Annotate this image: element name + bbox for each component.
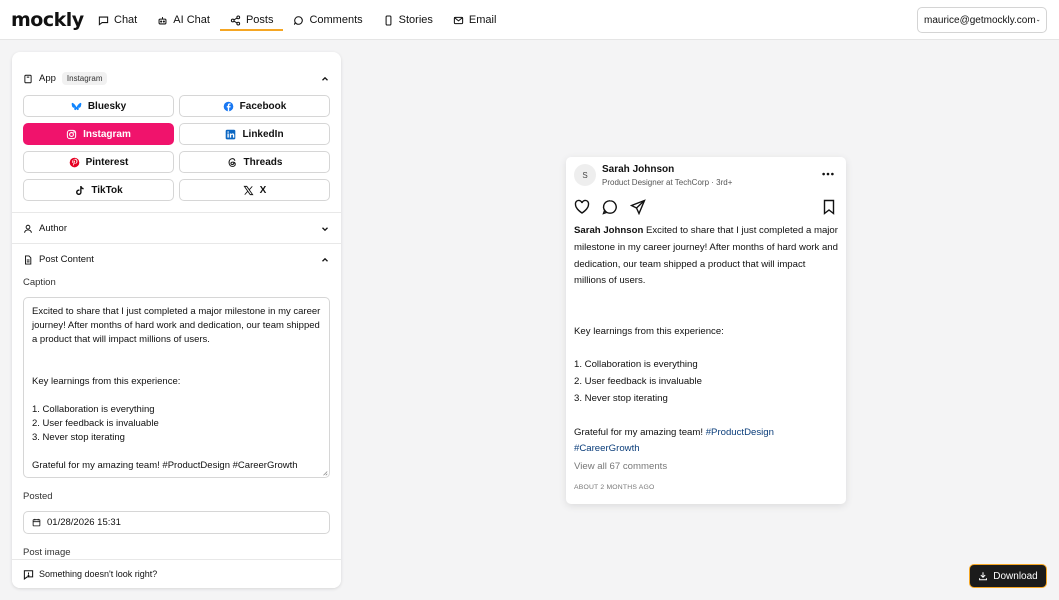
download-icon [978,571,988,581]
top-nav [0,0,1059,40]
post-list-item: 2. User feedback is invaluable [574,376,702,388]
spacer [574,290,840,324]
resize-handle-icon[interactable] [322,470,328,476]
robot-icon [157,15,168,26]
nav-item-label: Chat [114,14,138,26]
nav-item-label: AI Chat [173,14,210,26]
chat-icon [98,15,109,26]
chevron-down-icon[interactable] [320,224,330,234]
comment-icon[interactable] [602,199,618,215]
post-timestamp: ABOUT 2 MONTHS AGO [574,484,655,491]
app-button-bluesky[interactable] [23,95,174,117]
avatar: S [574,164,596,186]
posted-date-input[interactable] [23,511,330,534]
app-label: Threads [243,156,283,168]
linkedin-icon [225,129,236,140]
view-comments-link[interactable]: View all 67 comments [574,461,668,472]
app-label: Facebook [239,100,287,112]
hashtag-link[interactable]: #CareerGrowth [574,443,640,455]
post-learnings: Key learnings from this experience: [574,325,724,337]
selected-app-badge: Instagram [62,72,108,85]
post-actions [574,199,838,215]
nav-item-label: Comments [309,14,363,26]
settings-panel [12,52,341,588]
post-author-subtitle: Product Designer at TechCorp · 3rd+ [602,178,733,187]
app-button-instagram[interactable] [23,123,174,145]
author-section-title: Author [39,223,67,234]
app-label: LinkedIn [242,128,284,140]
app-section-title: App [39,73,56,84]
spacer [574,341,840,358]
calendar-icon [32,518,41,527]
user-email: maurice@getmockly.com [924,14,1036,26]
bookmark-icon[interactable] [821,199,837,215]
heart-icon[interactable] [574,199,590,215]
divider [12,243,341,244]
chevron-down-icon [1036,16,1040,25]
nav-item-ai-chat[interactable] [147,0,220,40]
hashtag-link[interactable]: #ProductDesign [705,426,774,438]
nav-item-posts[interactable] [220,0,284,40]
app-button-linkedin[interactable] [179,123,330,145]
app-label: Pinterest [85,156,129,168]
app-label: TikTok [91,184,123,196]
post-image-label: Post image [23,547,71,558]
mail-icon [453,15,464,26]
post-body [574,223,840,458]
spacer [574,408,840,425]
feedback-label: Something doesn't look right? [39,569,158,579]
app-section-header[interactable] [23,72,330,85]
chevron-up-icon[interactable] [320,74,330,84]
user-menu[interactable] [917,7,1047,33]
post-list-item: 1. Collaboration is everything [574,359,698,371]
author-section-header[interactable] [23,223,330,234]
more-options-icon[interactable] [821,167,835,181]
post-author-name: Sarah Johnson [602,164,675,175]
nav-item-stories[interactable] [373,0,443,40]
user-icon [23,224,33,234]
download-label: Download [993,570,1038,582]
send-icon[interactable] [630,199,646,215]
feedback-link[interactable] [12,559,341,588]
bluesky-icon [71,101,82,112]
post-closing [574,425,840,459]
download-button[interactable] [969,564,1047,588]
document-icon [23,255,33,265]
feedback-icon [23,569,34,580]
divider [12,212,341,213]
app-button-x[interactable] [179,179,330,201]
app-label: Instagram [83,128,131,140]
nav-item-label: Email [468,14,497,26]
nav-item-comments[interactable] [283,0,372,40]
app-button-tiktok[interactable] [23,179,174,201]
nav-item-label: Posts [245,14,274,26]
nav-item-email[interactable] [443,0,507,40]
caption-textarea[interactable]: Excited to share that I just completed a major milestone in my career journey! After months of hard work and dedication, our team shipped a product that will impact millions of users. Key learnings from this experience: 1. Collaboration is everything 2. User feedback is invaluable 3. Never stop iterating Grateful for my amazing team! #ProductDesign #CareerGrowth [23,297,330,478]
app-label: Bluesky [87,100,127,112]
app-label: X [259,184,267,196]
x-icon [243,185,254,196]
post-username[interactable]: Sarah Johnson [574,225,644,236]
app-button-facebook[interactable] [179,95,330,117]
app-grid [23,95,330,201]
comment-icon [293,15,304,26]
pinterest-icon [69,157,80,168]
logo[interactable]: mockly [11,9,84,31]
posted-date-value: 01/28/2026 15:31 [47,517,121,528]
post-closing-text: Grateful for my amazing team! [574,426,704,438]
phone-icon [383,15,394,26]
chevron-up-icon[interactable] [320,255,330,265]
app-icon [23,74,33,84]
post-intro-text: Excited to share that I just completed a major milestone in my career journey! After months of hard work and dedication, our team shipped a product that will impact millions of users. [574,225,838,287]
content-section-header[interactable] [23,254,330,265]
content-section-title: Post Content [39,254,94,265]
posted-label: Posted [23,491,53,502]
post-preview [566,157,846,504]
share-icon [230,15,241,26]
app-button-threads[interactable] [179,151,330,173]
post-list-item: 3. Never stop iterating [574,392,668,404]
nav-items [88,0,506,40]
post-intro [574,223,840,290]
nav-item-label: Stories [398,14,433,26]
tiktok-icon [74,185,85,196]
instagram-icon [66,129,77,140]
threads-icon [227,157,238,168]
app-button-pinterest[interactable] [23,151,174,173]
caption-label: Caption [23,277,56,288]
facebook-icon [223,101,234,112]
nav-item-chat[interactable] [88,0,147,40]
